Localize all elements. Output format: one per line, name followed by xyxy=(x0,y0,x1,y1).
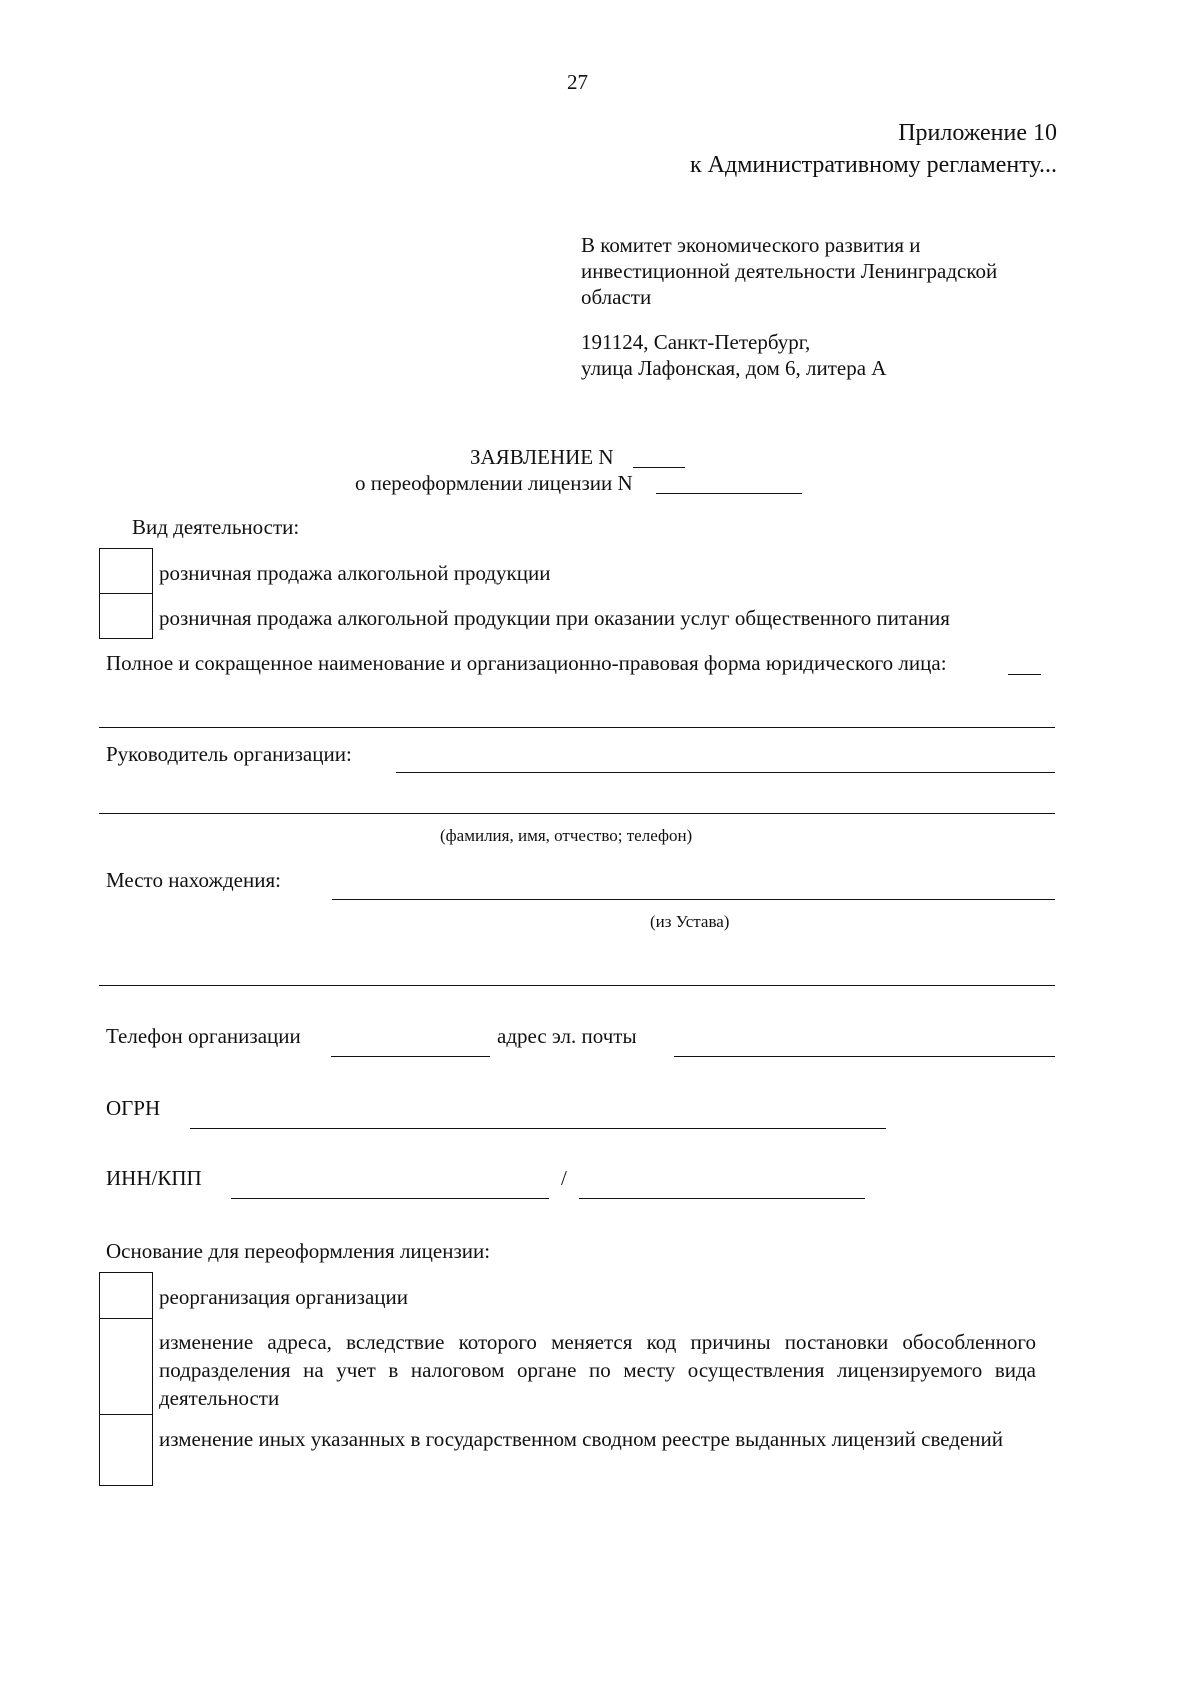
activity-checkbox-catering[interactable] xyxy=(99,593,153,639)
inn-kpp-separator: / xyxy=(561,1166,567,1190)
head-label: Руководитель организации: xyxy=(106,742,352,766)
document-title: ЗАЯВЛЕНИЕ N xyxy=(470,445,614,469)
org-name-field[interactable] xyxy=(99,727,1055,728)
basis-option-other-change: изменение иных указанных в государственном сводном реестре выданных лицензий сведений xyxy=(159,1427,1003,1451)
addressee-line: области xyxy=(581,285,652,309)
phone-label: Телефон организации xyxy=(106,1024,301,1048)
addressee-line: инвестиционной деятельности Ленинградской xyxy=(581,259,998,283)
head-field[interactable] xyxy=(396,772,1055,773)
addressee-line: В комитет экономического развития и xyxy=(581,233,921,257)
appendix-subtitle: к Административному регламенту... xyxy=(690,152,1057,178)
head-field-2[interactable] xyxy=(99,813,1055,814)
inn-kpp-label: ИНН/КПП xyxy=(106,1166,202,1190)
addressee-address-line: улица Лафонская, дом 6, литера А xyxy=(581,356,887,380)
basis-checkbox-address-change[interactable] xyxy=(99,1318,153,1415)
basis-checkbox-other-change[interactable] xyxy=(99,1414,153,1486)
org-name-field-start[interactable] xyxy=(1008,674,1041,675)
basis-option-address-change: изменение адреса, вследствие которого меняется код причины постановки обособленного подразделения на учет в налоговом органе по месту осуществления лицензируемого вида деятельности xyxy=(159,1330,1036,1410)
activity-option-retail: розничная продажа алкогольной продукции xyxy=(159,561,551,585)
kpp-field[interactable] xyxy=(579,1198,865,1199)
page-number: 27 xyxy=(567,70,588,94)
basis-label: Основание для переоформления лицензии: xyxy=(106,1239,491,1263)
activity-label: Вид деятельности: xyxy=(132,515,300,539)
org-name-label: Полное и сокращенное наименование и организационно-правовая форма юридического лица: xyxy=(106,651,947,675)
location-hint: (из Устава) xyxy=(650,912,730,931)
phone-field[interactable] xyxy=(331,1056,490,1057)
basis-checkbox-reorganization[interactable] xyxy=(99,1272,153,1319)
basis-option-reorganization: реорганизация организации xyxy=(159,1285,408,1309)
head-hint: (фамилия, имя, отчество; телефон) xyxy=(440,826,693,845)
ogrn-field[interactable] xyxy=(190,1128,886,1129)
license-number-field[interactable] xyxy=(656,493,802,494)
location-label: Место нахождения: xyxy=(106,868,281,892)
ogrn-label: ОГРН xyxy=(106,1096,161,1120)
appendix-title: Приложение 10 xyxy=(898,120,1057,146)
document-subtitle: о переоформлении лицензии N xyxy=(355,471,633,495)
activity-option-catering: розничная продажа алкогольной продукции при оказании услуг общественного питания xyxy=(159,606,950,630)
application-number-field[interactable] xyxy=(633,467,685,468)
location-field[interactable] xyxy=(332,899,1055,900)
email-label: адрес эл. почты xyxy=(497,1024,637,1048)
activity-checkbox-retail[interactable] xyxy=(99,548,153,594)
inn-field[interactable] xyxy=(231,1198,549,1199)
addressee-address-line: 191124, Санкт-Петербург, xyxy=(581,330,811,354)
location-field-2[interactable] xyxy=(99,985,1055,986)
email-field[interactable] xyxy=(674,1056,1055,1057)
